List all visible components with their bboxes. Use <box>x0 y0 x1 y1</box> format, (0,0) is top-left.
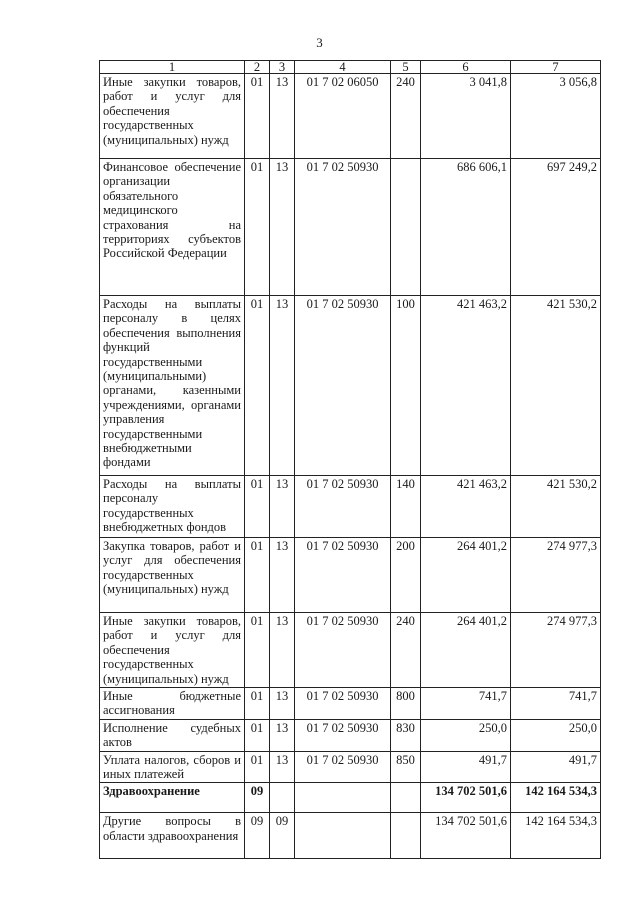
row-subsection: 13 <box>270 538 295 613</box>
row-subsection: 13 <box>270 688 295 720</box>
row-subsection: 13 <box>270 751 295 783</box>
table-row <box>100 751 601 783</box>
row-amount-year1: 686 606,1 <box>421 159 511 296</box>
row-amount-year2: 697 249,2 <box>511 159 601 296</box>
row-expense-type: 140 <box>391 476 421 538</box>
row-amount-year1: 741,7 <box>421 688 511 720</box>
row-section: 01 <box>245 74 270 159</box>
row-expense-type: 850 <box>391 751 421 783</box>
row-section: 01 <box>245 159 270 296</box>
row-name: Иные закупки товаров, работ и услуг для обеспечения государственных (муниципальных) нужд <box>100 74 245 159</box>
row-expense-type: 800 <box>391 688 421 720</box>
row-expense-type <box>391 813 421 859</box>
row-section: 09 <box>245 813 270 859</box>
row-expense-type: 830 <box>391 719 421 751</box>
table-row <box>100 159 601 296</box>
table-row <box>100 719 601 751</box>
row-name: Закупка товаров, работ и услуг для обеспечения государственных (муниципальных) нужд <box>100 538 245 613</box>
row-subsection: 13 <box>270 74 295 159</box>
row-expense-type <box>391 159 421 296</box>
row-target-code: 01 7 02 50930 <box>295 751 391 783</box>
row-subsection <box>270 783 295 813</box>
row-amount-year1: 421 463,2 <box>421 296 511 476</box>
row-target-code: 01 7 02 50930 <box>295 613 391 688</box>
row-target-code <box>295 813 391 859</box>
table-row <box>100 476 601 538</box>
row-expense-type <box>391 783 421 813</box>
row-amount-year2: 142 164 534,3 <box>511 813 601 859</box>
row-name: Иные бюджетные ассигнования <box>100 688 245 720</box>
row-subsection: 13 <box>270 476 295 538</box>
row-amount-year1: 134 702 501,6 <box>421 813 511 859</box>
table-row <box>100 538 601 613</box>
row-section: 01 <box>245 751 270 783</box>
row-amount-year1: 250,0 <box>421 719 511 751</box>
row-section: 01 <box>245 688 270 720</box>
row-name: Здравоохранение <box>100 783 245 813</box>
row-amount-year2: 491,7 <box>511 751 601 783</box>
table-row <box>100 74 601 159</box>
header-row <box>100 61 601 74</box>
row-amount-year2: 421 530,2 <box>511 296 601 476</box>
row-subsection: 09 <box>270 813 295 859</box>
row-name: Расходы на выплаты персоналу государственных внебюджетных фондов <box>100 476 245 538</box>
row-expense-type: 240 <box>391 74 421 159</box>
row-section: 01 <box>245 538 270 613</box>
row-section: 09 <box>245 783 270 813</box>
table-row <box>100 613 601 688</box>
row-amount-year1: 264 401,2 <box>421 538 511 613</box>
row-subsection: 13 <box>270 296 295 476</box>
header-cell: 5 <box>391 61 421 74</box>
row-amount-year1: 134 702 501,6 <box>421 783 511 813</box>
row-target-code <box>295 783 391 813</box>
row-subsection: 13 <box>270 719 295 751</box>
row-amount-year2: 274 977,3 <box>511 538 601 613</box>
row-subsection: 13 <box>270 159 295 296</box>
row-subsection: 13 <box>270 613 295 688</box>
row-target-code: 01 7 02 50930 <box>295 476 391 538</box>
row-section: 01 <box>245 296 270 476</box>
table-row <box>100 296 601 476</box>
row-target-code: 01 7 02 50930 <box>295 688 391 720</box>
row-name: Исполнение судебных актов <box>100 719 245 751</box>
row-amount-year1: 264 401,2 <box>421 613 511 688</box>
header-cell: 6 <box>421 61 511 74</box>
row-expense-type: 100 <box>391 296 421 476</box>
page-number: 3 <box>316 35 323 50</box>
row-name: Иные закупки товаров, работ и услуг для обеспечения государственных (муниципальных) нужд <box>100 613 245 688</box>
budget-table <box>99 60 601 859</box>
row-amount-year1: 3 041,8 <box>421 74 511 159</box>
row-section: 01 <box>245 719 270 751</box>
table-row-section-total <box>100 783 601 813</box>
row-amount-year2: 741,7 <box>511 688 601 720</box>
row-amount-year1: 421 463,2 <box>421 476 511 538</box>
row-target-code: 01 7 02 50930 <box>295 296 391 476</box>
row-name: Другие вопросы в области здравоохранения <box>100 813 245 859</box>
row-amount-year2: 421 530,2 <box>511 476 601 538</box>
row-target-code: 01 7 02 06050 <box>295 74 391 159</box>
table-row <box>100 813 601 859</box>
header-cell: 2 <box>245 61 270 74</box>
header-cell: 4 <box>295 61 391 74</box>
row-target-code: 01 7 02 50930 <box>295 538 391 613</box>
row-amount-year1: 491,7 <box>421 751 511 783</box>
row-amount-year2: 142 164 534,3 <box>511 783 601 813</box>
row-expense-type: 240 <box>391 613 421 688</box>
row-amount-year2: 3 056,8 <box>511 74 601 159</box>
row-name: Уплата налогов, сборов и иных платежей <box>100 751 245 783</box>
table-row <box>100 688 601 720</box>
row-expense-type: 200 <box>391 538 421 613</box>
row-target-code: 01 7 02 50930 <box>295 719 391 751</box>
header-cell: 7 <box>511 61 601 74</box>
header-cell: 1 <box>100 61 245 74</box>
row-amount-year2: 274 977,3 <box>511 613 601 688</box>
row-name: Финансовое обеспечение организации обязательного медицинского страхования на территориях субъектов Российской Федерации <box>100 159 245 296</box>
row-name: Расходы на выплаты персоналу в целях обеспечения выполнения функций государственными (муниципальными) органами, казенными учреждениями, органами управления государственными внебюджетными фондами <box>100 296 245 476</box>
header-cell: 3 <box>270 61 295 74</box>
row-section: 01 <box>245 613 270 688</box>
row-section: 01 <box>245 476 270 538</box>
row-amount-year2: 250,0 <box>511 719 601 751</box>
row-target-code: 01 7 02 50930 <box>295 159 391 296</box>
